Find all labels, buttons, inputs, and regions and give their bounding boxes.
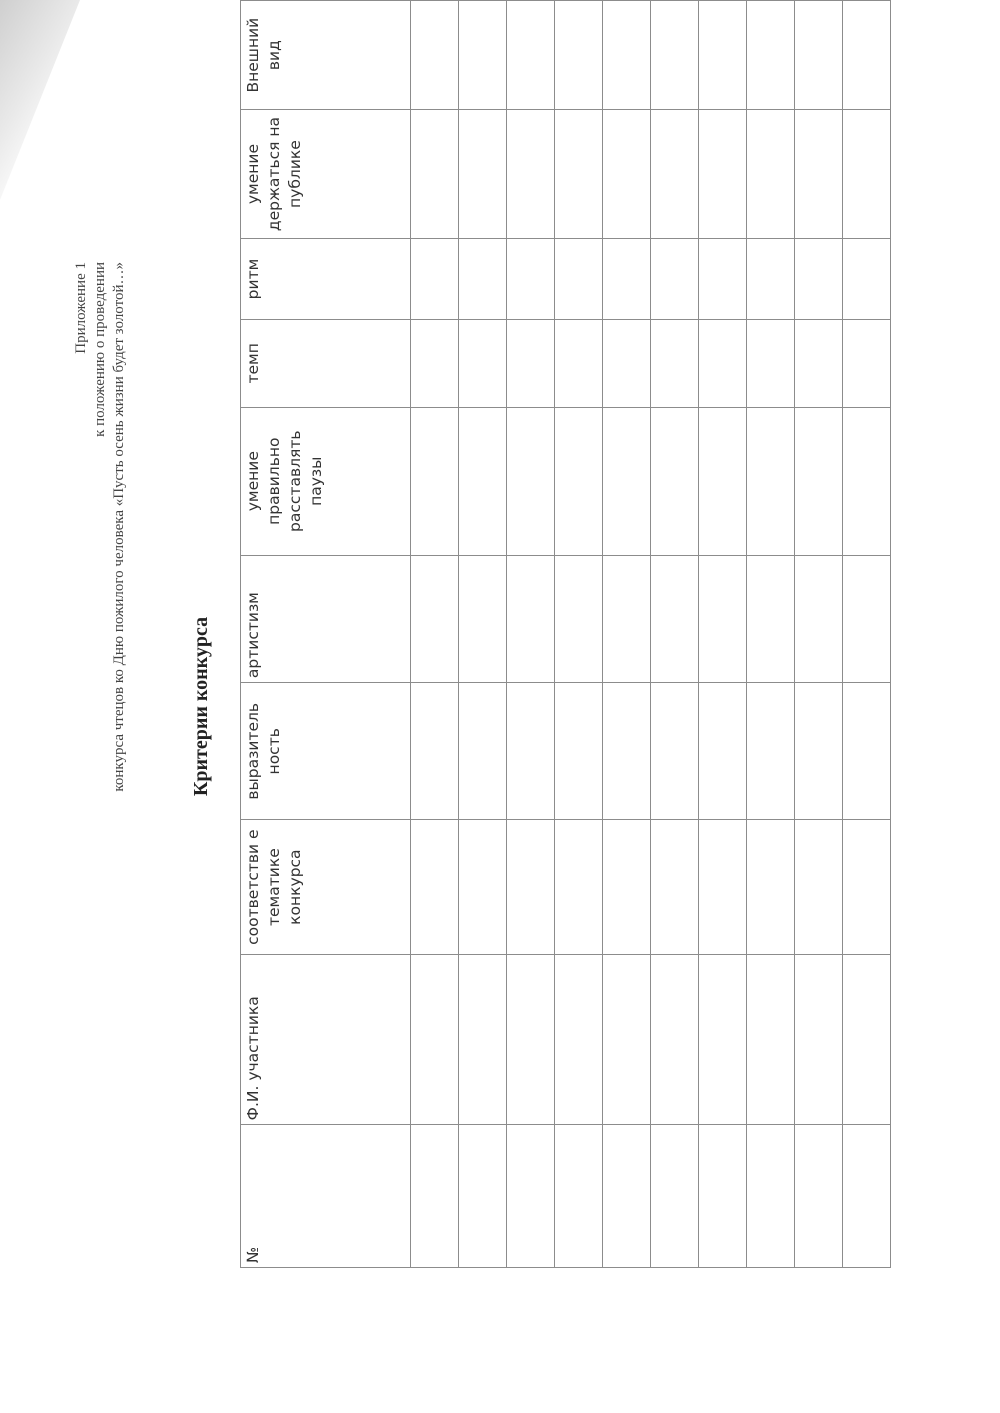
cell-score[interactable]: [651, 320, 699, 407]
cell-score[interactable]: [411, 407, 459, 555]
appendix-number: Приложение 1: [73, 262, 89, 354]
cell-score[interactable]: [507, 683, 555, 820]
cell-number[interactable]: [603, 1125, 651, 1268]
table-row: [459, 1, 507, 1268]
cell-score[interactable]: [603, 820, 651, 954]
cell-score[interactable]: [795, 820, 843, 954]
column-header-expressiveness: выразитель ность: [241, 683, 411, 820]
cell-score[interactable]: [507, 820, 555, 954]
cell-score[interactable]: [699, 110, 747, 239]
cell-score[interactable]: [843, 683, 891, 820]
cell-score[interactable]: [747, 555, 795, 682]
cell-score[interactable]: [411, 238, 459, 319]
cell-score[interactable]: [699, 407, 747, 555]
cell-score[interactable]: [411, 320, 459, 407]
appendix-contest-name: конкурса чтецов ко Дню пожилого человека «Пусть осень жизни будет золотой…»: [111, 262, 127, 792]
cell-number[interactable]: [747, 1125, 795, 1268]
cell-score[interactable]: [411, 1, 459, 110]
cell-score[interactable]: [699, 238, 747, 319]
cell-number[interactable]: [651, 1125, 699, 1268]
cell-score[interactable]: [603, 110, 651, 239]
cell-score[interactable]: [459, 407, 507, 555]
cell-score[interactable]: [651, 555, 699, 682]
cell-score[interactable]: [699, 820, 747, 954]
cell-number[interactable]: [459, 1125, 507, 1268]
cell-score[interactable]: [459, 555, 507, 682]
cell-score[interactable]: [747, 110, 795, 239]
cell-score[interactable]: [651, 407, 699, 555]
table-row: [699, 1, 747, 1268]
cell-score[interactable]: [843, 320, 891, 407]
cell-score[interactable]: [795, 238, 843, 319]
cell-score[interactable]: [747, 1, 795, 110]
cell-score[interactable]: [651, 683, 699, 820]
column-header-tempo: темп: [241, 320, 411, 407]
table-row: [651, 1, 699, 1268]
cell-participant[interactable]: [795, 954, 843, 1125]
column-header-rhythm: ритм: [241, 238, 411, 319]
table-row: [747, 1, 795, 1268]
cell-score[interactable]: [555, 683, 603, 820]
column-header-artistry: артистизм: [241, 555, 411, 682]
cell-score[interactable]: [843, 110, 891, 239]
column-header-number: №: [241, 1125, 411, 1268]
cell-participant[interactable]: [507, 954, 555, 1125]
appendix-regulation: к положению о проведении: [92, 262, 108, 437]
cell-score[interactable]: [603, 238, 651, 319]
cell-score[interactable]: [843, 555, 891, 682]
cell-score[interactable]: [699, 1, 747, 110]
cell-score[interactable]: [459, 683, 507, 820]
cell-score[interactable]: [747, 820, 795, 954]
cell-score[interactable]: [603, 683, 651, 820]
cell-score[interactable]: [411, 820, 459, 954]
cell-score[interactable]: [507, 320, 555, 407]
cell-score[interactable]: [699, 555, 747, 682]
cell-number[interactable]: [843, 1125, 891, 1268]
cell-score[interactable]: [603, 555, 651, 682]
column-header-stage-presence: умение держаться на публике: [241, 110, 411, 239]
cell-number[interactable]: [411, 1125, 459, 1268]
column-header-theme-match: соответстви е тематике конкурса: [241, 820, 411, 954]
cell-number[interactable]: [507, 1125, 555, 1268]
cell-score[interactable]: [555, 820, 603, 954]
cell-score[interactable]: [555, 555, 603, 682]
cell-score[interactable]: [843, 820, 891, 954]
table-row: [603, 1, 651, 1268]
cell-score[interactable]: [651, 238, 699, 319]
cell-participant[interactable]: [651, 954, 699, 1125]
column-header-appearance: Внешний вид: [241, 1, 411, 110]
column-header-pauses: умение правильно расставлять паузы: [241, 407, 411, 555]
page-title: Критерии конкурса: [190, 616, 212, 797]
cell-score[interactable]: [555, 1, 603, 110]
cell-score[interactable]: [459, 320, 507, 407]
cell-score[interactable]: [459, 238, 507, 319]
cell-score[interactable]: [603, 320, 651, 407]
cell-score[interactable]: [459, 110, 507, 239]
cell-participant[interactable]: [411, 954, 459, 1125]
cell-participant[interactable]: [603, 954, 651, 1125]
table-row: [411, 1, 459, 1268]
cell-score[interactable]: [555, 320, 603, 407]
cell-participant[interactable]: [699, 954, 747, 1125]
cell-score[interactable]: [603, 407, 651, 555]
table-row: [843, 1, 891, 1268]
cell-score[interactable]: [795, 110, 843, 239]
cell-score[interactable]: [507, 1, 555, 110]
cell-score[interactable]: [795, 1, 843, 110]
cell-score[interactable]: [507, 238, 555, 319]
cell-participant[interactable]: [555, 954, 603, 1125]
cell-score[interactable]: [411, 555, 459, 682]
cell-score[interactable]: [843, 407, 891, 555]
cell-score[interactable]: [411, 110, 459, 239]
cell-score[interactable]: [555, 407, 603, 555]
criteria-table: [240, 0, 891, 1268]
table-row: [795, 1, 843, 1268]
cell-score[interactable]: [603, 1, 651, 110]
cell-number[interactable]: [699, 1125, 747, 1268]
cell-score[interactable]: [795, 407, 843, 555]
cell-participant[interactable]: [459, 954, 507, 1125]
table-header-row: [241, 1, 411, 1268]
cell-score[interactable]: [555, 110, 603, 239]
cell-score[interactable]: [507, 555, 555, 682]
cell-score[interactable]: [411, 683, 459, 820]
cell-score[interactable]: [747, 683, 795, 820]
cell-score[interactable]: [699, 320, 747, 407]
cell-participant[interactable]: [843, 954, 891, 1125]
cell-score[interactable]: [843, 238, 891, 319]
column-header-participant: Ф.И. участника: [241, 954, 411, 1125]
cell-score[interactable]: [651, 820, 699, 954]
cell-score[interactable]: [459, 820, 507, 954]
table-row: [507, 1, 555, 1268]
cell-score[interactable]: [699, 683, 747, 820]
cell-score[interactable]: [507, 407, 555, 555]
cell-number[interactable]: [555, 1125, 603, 1268]
cell-score[interactable]: [651, 1, 699, 110]
cell-score[interactable]: [795, 683, 843, 820]
appendix-header: [72, 262, 129, 792]
cell-score[interactable]: [555, 238, 603, 319]
cell-participant[interactable]: [747, 954, 795, 1125]
cell-score[interactable]: [651, 110, 699, 239]
cell-number[interactable]: [795, 1125, 843, 1268]
cell-score[interactable]: [747, 320, 795, 407]
cell-score[interactable]: [795, 320, 843, 407]
cell-score[interactable]: [747, 238, 795, 319]
cell-score[interactable]: [507, 110, 555, 239]
cell-score[interactable]: [459, 1, 507, 110]
cell-score[interactable]: [843, 1, 891, 110]
table-row: [555, 1, 603, 1268]
cell-score[interactable]: [747, 407, 795, 555]
cell-score[interactable]: [795, 555, 843, 682]
